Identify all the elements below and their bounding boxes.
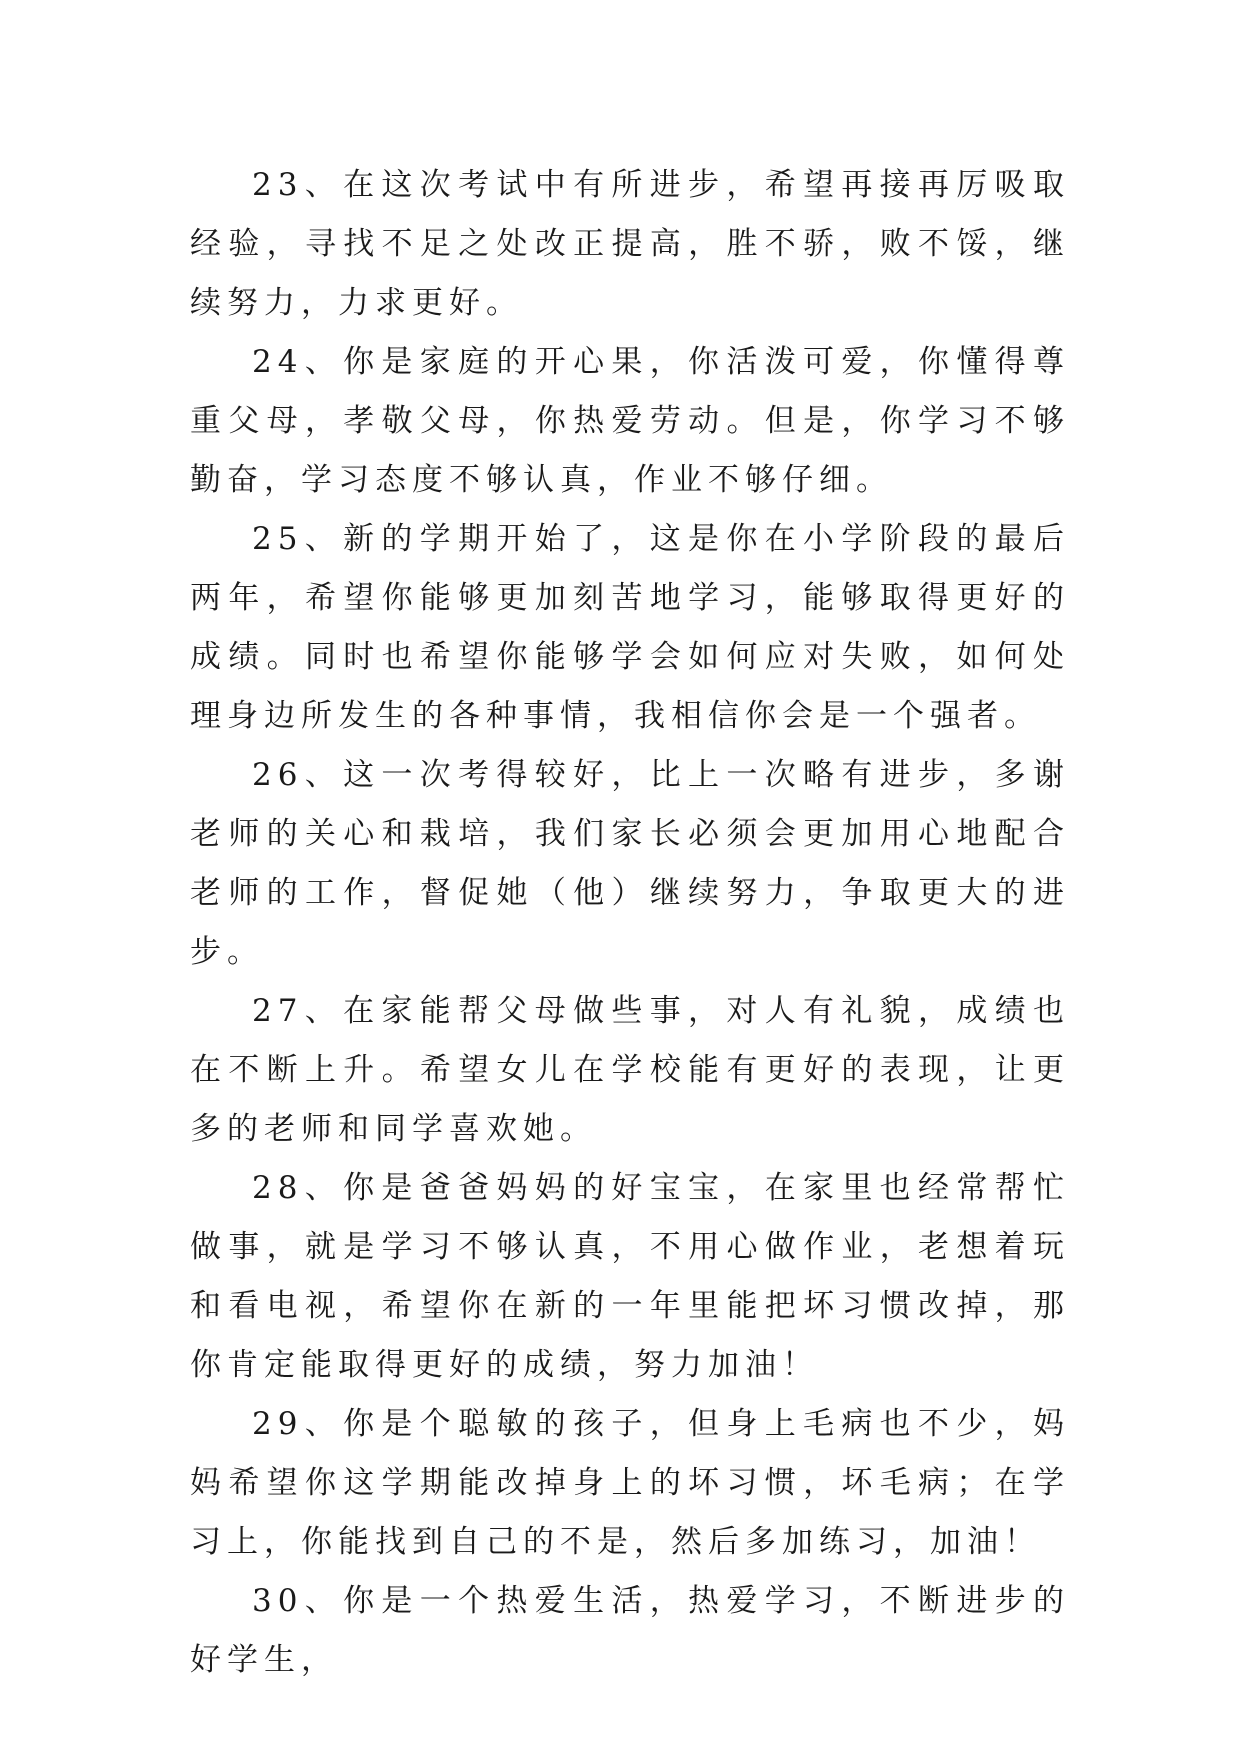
paragraph-27: 27、在家能帮父母做些事，对人有礼貌，成绩也在不断上升。希望女儿在学校能有更好的表现，让更多的老师和同学喜欢她。 [190,993,1070,1147]
paragraph-24: 24、你是家庭的开心果，你活泼可爱，你懂得尊重父母，孝敬父母，你热爱劳动。但是，你学习不够勤奋，学习态度不够认真，作业不够仔细。 [190,344,1070,498]
paragraph-29: 29、你是个聪敏的孩子，但身上毛病也不少，妈妈希望你这学期能改掉身上的坏习惯，坏毛病；在学习上，你能找到自己的不是，然后多加练习，加油！ [190,1406,1070,1560]
paragraph-25: 25、新的学期开始了，这是你在小学阶段的最后两年，希望你能够更加刻苦地学习，能够取得更好的成绩。同时也希望你能够学会如何应对失败，如何处理身边所发生的各种事情，我相信你会是一个强者。 [190,521,1070,734]
paragraph-28: 28、你是爸爸妈妈的好宝宝，在家里也经常帮忙做事，就是学习不够认真，不用心做作业，老想着玩和看电视，希望你在新的一年里能把坏习惯改掉，那你肯定能取得更好的成绩，努力加油！ [190,1170,1070,1383]
paragraph-26: 26、这一次考得较好，比上一次略有进步，多谢老师的关心和栽培，我们家长必须会更加用心地配合老师的工作，督促她（他）继续努力，争取更大的进步。 [190,757,1070,970]
paragraph-30: 30、你是一个热爱生活，热爱学习，不断进步的好学生， [190,1583,1070,1678]
paragraph-23: 23、在这次考试中有所进步，希望再接再厉吸取经验，寻找不足之处改正提高，胜不骄，败不馁，继续努力，力求更好。 [190,167,1070,321]
document-body [190,156,1070,1690]
